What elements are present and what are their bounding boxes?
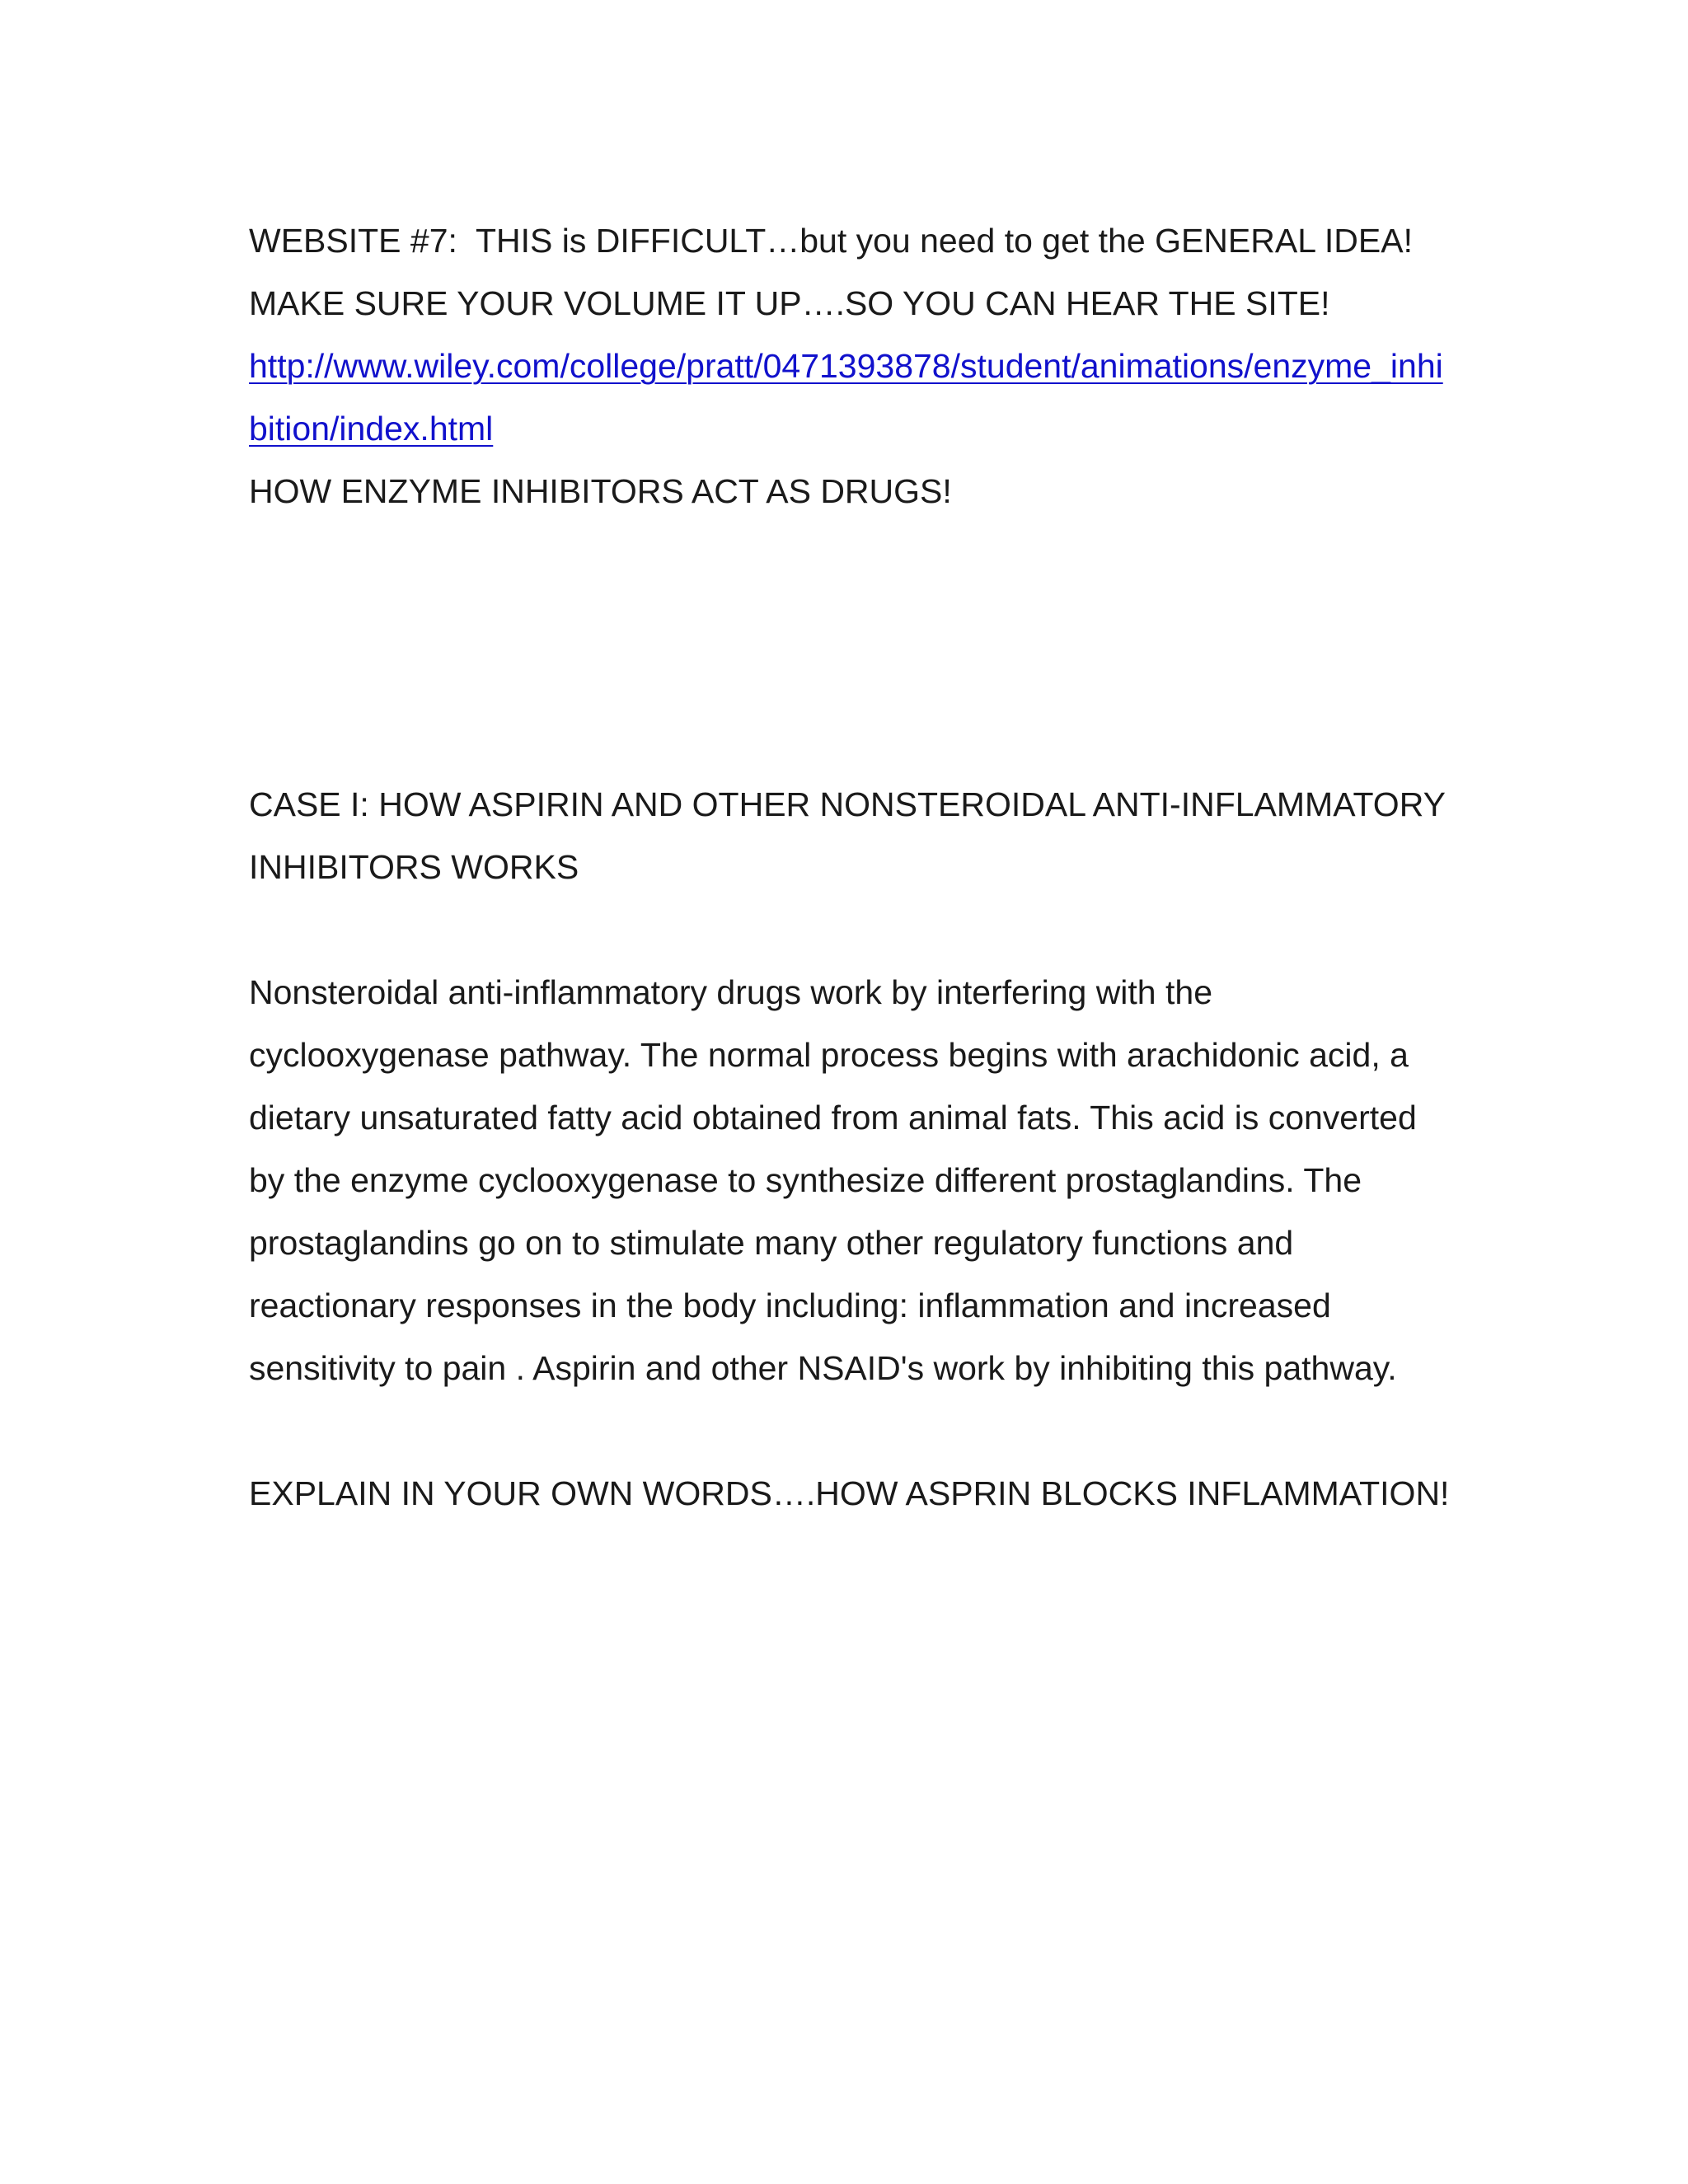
document-content: [249, 209, 1455, 1525]
case-question: EXPLAIN IN YOUR OWN WORDS….HOW ASPRIN BLOCKS INFLAMMATION!: [249, 1474, 1450, 1512]
case-heading: CASE I: HOW ASPIRIN AND OTHER NONSTEROIDAL ANTI-INFLAMMATORY INHIBITORS WORKS: [249, 785, 1455, 886]
spacer: [249, 1399, 1452, 1462]
spacer: [249, 523, 1452, 773]
spacer: [249, 898, 1452, 961]
website-intro: WEBSITE #7: THIS is DIFFICULT…but you need to get the GENERAL IDEA! MAKE SURE YOUR VOLUME IT UP….SO YOU CAN HEAR THE SITE!: [249, 222, 1432, 322]
case-body: Nonsteroidal anti-inflammatory drugs work by interfering with the cyclooxygenase pathway. The normal process begins with arachidonic acid, a dietary unsaturated fatty acid obtained from animal fats. This acid is converted by the enzyme cyclooxygenase to synthesize different prostaglandins. The prostaglandins go on to stimulate many other regulatory functions and reactionary responses in the body including: inflammation and increased sensitivity to pain . Aspirin and other NSAID's work by inhibiting this pathway.: [249, 973, 1427, 1387]
website-subtitle: HOW ENZYME INHIBITORS ACT AS DRUGS!: [249, 472, 952, 510]
enzyme-inhibition-link[interactable]: http://www.wiley.com/college/pratt/0471393878/student/animations/enzyme_inhibition/index.html: [249, 347, 1443, 448]
